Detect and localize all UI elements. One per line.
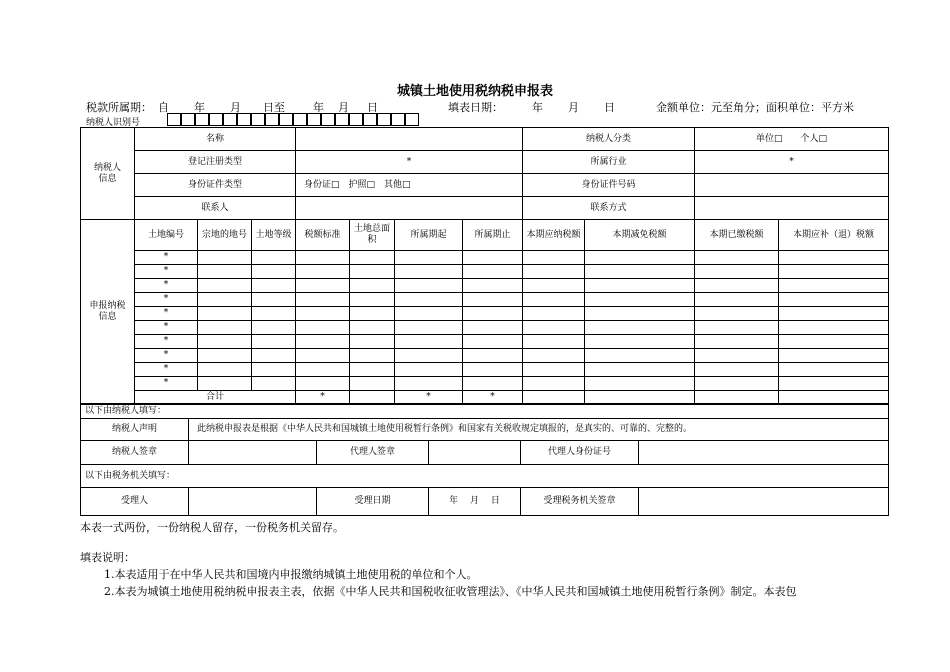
tin-digit-box[interactable] [307,113,321,126]
decl-cell[interactable] [350,377,395,391]
row-marker: * [135,321,198,335]
decl-cell[interactable] [695,335,779,349]
decl-cell[interactable] [585,279,695,293]
decl-cell[interactable] [395,321,463,335]
decl-cell[interactable] [779,293,889,307]
decl-cell[interactable] [779,377,889,391]
category-label: 纳税人分类 [523,128,695,151]
decl-cell[interactable] [523,377,585,391]
decl-cell[interactable] [395,363,463,377]
contact-value[interactable] [296,197,523,220]
decl-cell[interactable] [395,251,463,265]
id-type-options[interactable]: 身份证□ 护照□ 其他□ [296,174,523,197]
decl-cell[interactable] [779,251,889,265]
period-label: 税款所属期： [86,101,152,114]
signature-label: 纳税人签章 [81,441,189,465]
decl-cell[interactable] [252,265,296,279]
decl-cell[interactable] [585,349,695,363]
row-marker: * [135,335,198,349]
decl-cell[interactable] [695,321,779,335]
decl-cell[interactable] [463,251,523,265]
decl-cell[interactable] [779,363,889,377]
fill-year: 年 [532,101,543,114]
decl-cell[interactable] [296,265,350,279]
tin-digit-box[interactable] [405,113,419,126]
col-header: 本期减免税额 [585,220,695,251]
decl-cell[interactable] [252,251,296,265]
copies-note: 本表一式两份，一份纳税人留存，一份税务机关留存。 [80,521,344,534]
decl-cell[interactable] [523,251,585,265]
taxpayer-section-label: 纳税人 信息 [81,128,135,220]
decl-cell[interactable] [350,321,395,335]
fill-date-label: 填表日期： [448,101,503,114]
decl-cell[interactable] [198,279,252,293]
period-day-to: 日至 [263,101,285,114]
agent-id-value[interactable] [639,441,889,465]
contact-method-label: 联系方式 [523,197,695,220]
decl-cell[interactable] [296,321,350,335]
decl-cell[interactable] [779,321,889,335]
decl-cell[interactable] [252,307,296,321]
decl-cell[interactable] [463,363,523,377]
decl-cell[interactable] [523,293,585,307]
decl-cell[interactable] [350,363,395,377]
decl-cell[interactable] [463,321,523,335]
decl-cell[interactable] [585,363,695,377]
signature-table [80,403,889,516]
decl-cell[interactable] [198,335,252,349]
office-sign-value[interactable] [639,488,889,516]
decl-cell[interactable] [523,335,585,349]
decl-cell[interactable] [463,279,523,293]
decl-cell[interactable] [585,377,695,391]
decl-cell[interactable] [198,293,252,307]
agent-sign-label: 代理人签章 [317,441,429,465]
decl-cell[interactable] [296,293,350,307]
decl-cell[interactable] [252,293,296,307]
main-table [80,127,889,405]
id-no-value[interactable] [695,174,889,197]
id-no-label: 身份证件号码 [523,174,695,197]
decl-cell[interactable] [779,307,889,321]
decl-cell[interactable] [198,377,252,391]
name-label: 名称 [135,128,296,151]
period-month: 月 [230,101,241,114]
instruction-1: 1.本表适用于在中华人民共和国境内申报缴纳城镇土地使用税的单位和个人。 [104,568,478,581]
col-header: 本期应补（退）税额 [779,220,889,251]
decl-cell[interactable] [523,307,585,321]
row-marker: * [135,293,198,307]
decl-cell[interactable] [695,307,779,321]
decl-cell[interactable] [463,335,523,349]
decl-cell[interactable] [779,335,889,349]
name-value[interactable] [296,128,523,151]
decl-cell[interactable] [523,265,585,279]
col-header: 本期应纳税额 [523,220,585,251]
decl-cell[interactable] [296,279,350,293]
decl-cell[interactable] [463,307,523,321]
decl-cell[interactable] [252,349,296,363]
tin-digit-box[interactable] [209,113,223,126]
col-header: 所属期止 [463,220,523,251]
industry-value[interactable]: * [695,151,889,174]
decl-cell[interactable] [695,279,779,293]
agent-sign-value[interactable] [429,441,521,465]
tin-digit-box[interactable] [195,113,209,126]
decl-cell[interactable] [585,251,695,265]
contact-label: 联系人 [135,197,296,220]
decl-cell[interactable] [395,335,463,349]
decl-cell[interactable] [695,251,779,265]
period-year2: 年 [313,101,324,114]
tax-office-fill-heading: 以下由税务机关填写： [81,465,889,488]
period-year: 年 [194,101,205,114]
decl-cell[interactable] [523,321,585,335]
statement-text: 此纳税申报表是根据《中华人民共和国城镇土地使用税暂行条例》和国家有关税收规定填报的，是真实的、可靠的、完整的。 [189,419,889,441]
decl-cell[interactable] [350,251,395,265]
decl-cell[interactable] [395,293,463,307]
decl-cell[interactable] [585,335,695,349]
decl-cell[interactable] [395,265,463,279]
period-from: 自 [158,101,169,114]
statement-label: 纳税人声明 [81,419,189,441]
decl-cell[interactable] [695,293,779,307]
decl-cell[interactable] [395,279,463,293]
col-header: 土地总面积 [350,220,395,251]
col-header: 税额标准 [296,220,350,251]
tin-digit-box[interactable] [251,113,265,126]
decl-cell[interactable] [523,279,585,293]
tin-digit-box[interactable] [181,113,195,126]
period-month2: 月 [338,101,349,114]
decl-cell[interactable] [252,363,296,377]
decl-cell[interactable] [198,265,252,279]
decl-cell[interactable] [296,377,350,391]
id-type-label: 身份证件类型 [135,174,296,197]
col-header: 所属期起 [395,220,463,251]
decl-cell[interactable] [198,349,252,363]
row-marker: * [135,265,198,279]
fill-month: 月 [568,101,579,114]
decl-cell[interactable] [350,307,395,321]
decl-cell[interactable] [350,335,395,349]
receiver-label: 受理人 [81,488,189,516]
decl-cell[interactable] [695,377,779,391]
total-star: * [463,391,523,405]
decl-cell[interactable] [395,307,463,321]
decl-cell[interactable] [350,279,395,293]
decl-cell[interactable] [695,265,779,279]
total-label: 合计 [135,391,296,405]
row-marker: * [135,251,198,265]
instruction-2: 2.本表为城镇土地使用税纳税申报表主表，依据《中华人民共和国税收征收管理法》、《中华人民共和国城镇土地使用税暂行条例》制定。本表包 [104,585,797,598]
tin-digit-box[interactable] [349,113,363,126]
decl-cell[interactable] [395,377,463,391]
form-title: 城镇土地使用税纳税申报表 [396,84,553,99]
decl-cell[interactable] [585,265,695,279]
unit-label: 金额单位：元至角分；面积单位：平方米 [656,101,854,114]
decl-cell[interactable] [585,307,695,321]
decl-cell[interactable] [779,349,889,363]
tin-digit-box[interactable] [265,113,279,126]
receive-date-value[interactable]: 年 月 日 [429,488,521,516]
decl-cell[interactable] [695,363,779,377]
decl-cell[interactable] [252,279,296,293]
decl-cell[interactable] [252,321,296,335]
decl-cell[interactable] [198,363,252,377]
instructions-heading: 填表说明： [80,551,135,564]
tin-label: 纳税人识别号 [86,118,141,128]
agent-id-label: 代理人身份证号 [521,441,639,465]
decl-cell[interactable] [695,349,779,363]
decl-cell[interactable] [523,363,585,377]
category-options[interactable]: 单位□ 个人□ [695,128,889,151]
reg-type-value[interactable]: * [296,151,523,174]
col-header: 土地等级 [252,220,296,251]
tin-digit-box[interactable] [223,113,237,126]
col-header: 本期已缴税额 [695,220,779,251]
decl-cell[interactable] [350,349,395,363]
decl-cell[interactable] [463,377,523,391]
tin-digit-box[interactable] [335,113,349,126]
receiver-value[interactable] [189,488,317,516]
decl-cell[interactable] [252,335,296,349]
tin-digit-box[interactable] [237,113,251,126]
tin-digit-box[interactable] [321,113,335,126]
total-star: * [395,391,463,405]
decl-cell[interactable] [296,251,350,265]
decl-cell[interactable] [779,265,889,279]
decl-cell[interactable] [296,335,350,349]
row-marker: * [135,279,198,293]
row-marker: * [135,307,198,321]
decl-cell[interactable] [198,251,252,265]
row-marker: * [135,349,198,363]
total-star: * [296,391,350,405]
fill-day: 日 [604,101,615,114]
decl-cell[interactable] [523,349,585,363]
tin-digit-box[interactable] [279,113,293,126]
decl-cell[interactable] [296,363,350,377]
decl-cell[interactable] [350,293,395,307]
decl-cell[interactable] [585,293,695,307]
tin-digit-box[interactable] [167,113,181,126]
col-header: 宗地的地号 [198,220,252,251]
col-header: 土地编号 [135,220,198,251]
receive-date-label: 受理日期 [317,488,429,516]
decl-cell[interactable] [296,349,350,363]
decl-cell[interactable] [779,279,889,293]
decl-cell[interactable] [463,265,523,279]
period-day2: 日 [367,101,378,114]
decl-cell[interactable] [198,321,252,335]
signature-value[interactable] [189,441,317,465]
declaration-section-label: 申报纳税 信息 [81,220,135,405]
decl-cell[interactable] [463,349,523,363]
decl-cell[interactable] [252,377,296,391]
tin-digit-box[interactable] [363,113,377,126]
contact-method-value[interactable] [695,197,889,220]
tin-digit-box[interactable] [377,113,391,126]
row-marker: * [135,363,198,377]
decl-cell[interactable] [198,307,252,321]
decl-cell[interactable] [585,321,695,335]
industry-label: 所属行业 [523,151,695,174]
tin-digit-box[interactable] [391,113,405,126]
office-sign-label: 受理税务机关签章 [521,488,639,516]
taxpayer-fill-heading: 以下由纳税人填写： [81,404,889,419]
decl-cell[interactable] [463,293,523,307]
tin-digit-box[interactable] [293,113,307,126]
decl-cell[interactable] [350,265,395,279]
row-marker: * [135,377,198,391]
decl-cell[interactable] [395,349,463,363]
decl-cell[interactable] [296,307,350,321]
reg-type-label: 登记注册类型 [135,151,296,174]
